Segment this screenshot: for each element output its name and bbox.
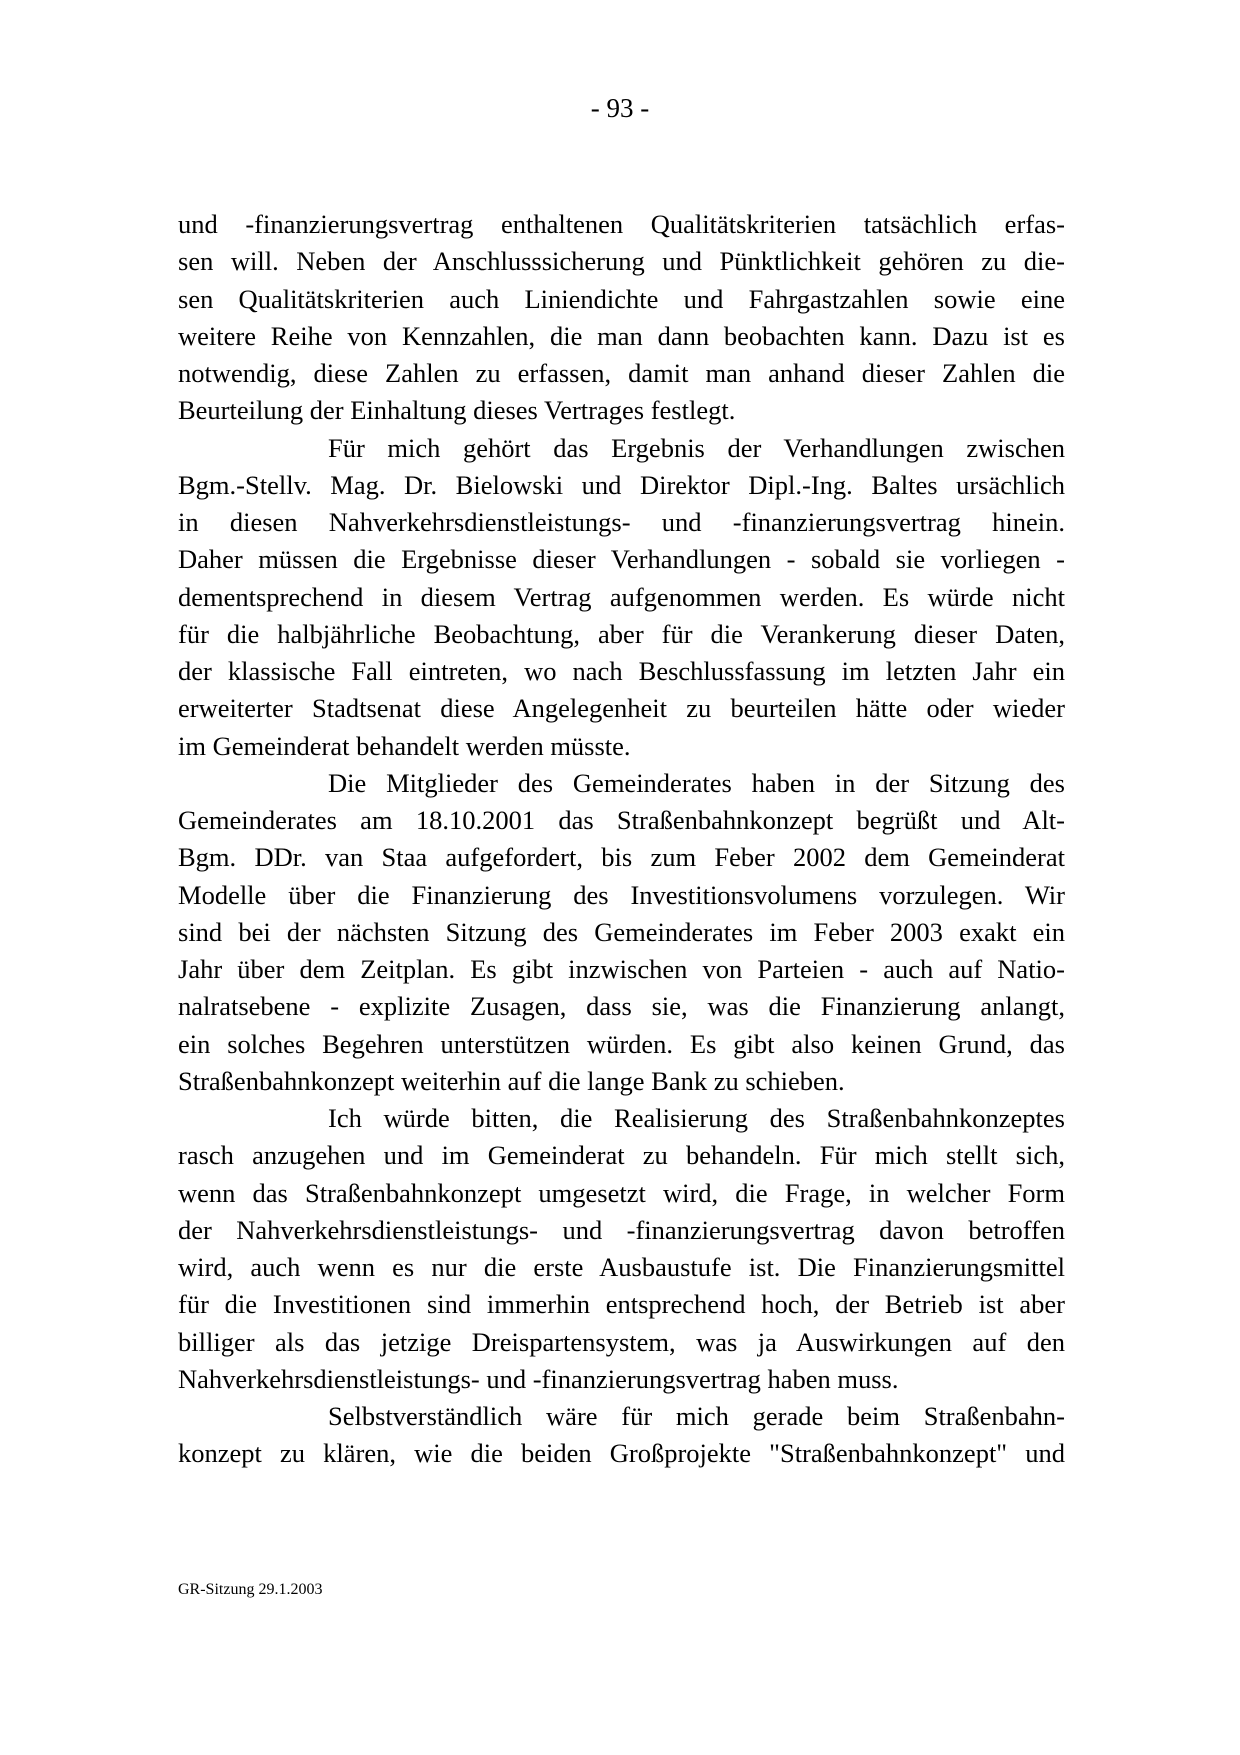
text-line: Modelle über die Finanzierung des Investitionsvolumens vorzulegen. Wir [178, 879, 1065, 910]
text-line: konzept zu klären, wie die beiden Großprojekte "Straßenbahnkonzept" und [178, 1438, 1065, 1469]
text-line: Daher müssen die Ergebnisse dieser Verhandlungen - sobald sie vorliegen - [178, 544, 1065, 575]
text-line: rasch anzugehen und im Gemeinderat zu behandeln. Für mich stellt sich, [178, 1140, 1065, 1171]
text-line: der klassische Fall eintreten, wo nach Beschlussfassung im letzten Jahr ein [178, 656, 1065, 686]
text-line: dementsprechend in diesem Vertrag aufgenommen werden. Es würde nicht [178, 581, 1065, 612]
text-line: wenn das Straßenbahnkonzept umgesetzt wird, die Frage, in welcher Form [178, 1177, 1065, 1208]
text-line: weitere Reihe von Kennzahlen, die man dann beobachten kann. Dazu ist es [178, 320, 1065, 351]
text-line: Beurteilung der Einhaltung dieses Vertrages festlegt. [178, 395, 736, 426]
text-line: sen will. Neben der Anschlusssicherung und Pünktlichkeit gehören zu die- [178, 246, 1065, 277]
text-line: Bgm. DDr. van Staa aufgefordert, bis zum Feber 2002 dem Gemeinderat [178, 842, 1065, 873]
text-line: Bgm.-Stellv. Mag. Dr. Bielowski und Direktor Dipl.-Ing. Baltes ursächlich [178, 469, 1065, 500]
text-line: notwendig, diese Zahlen zu erfassen, damit man anhand dieser Zahlen die [178, 358, 1065, 388]
text-line: Ich würde bitten, die Realisierung des Straßenbahnkonzeptes [328, 1103, 1065, 1133]
text-line: sen Qualitätskriterien auch Liniendichte und Fahrgastzahlen sowie eine [178, 283, 1065, 314]
text-line: billiger als das jetzige Dreispartensystem, was ja Auswirkungen auf den [178, 1326, 1065, 1357]
text-line: Nahverkehrsdienstleistungs- und -finanzierungsvertrag haben muss. [178, 1363, 899, 1394]
text-line: für die halbjährliche Beobachtung, aber für die Verankerung dieser Daten, [178, 618, 1065, 649]
text-line: der Nahverkehrsdienstleistungs- und -finanzierungsvertrag davon betroffen [178, 1214, 1065, 1245]
page-number: - 93 - [590, 93, 650, 123]
text-line: wird, auch wenn es nur die erste Ausbaustufe ist. Die Finanzierungsmittel [178, 1252, 1065, 1282]
text-line: ein solches Begehren unterstützen würden. Es gibt also keinen Grund, das [178, 1028, 1065, 1059]
text-line: Jahr über dem Zeitplan. Es gibt inzwischen von Parteien - auch auf Natio- [178, 954, 1065, 984]
text-line: Straßenbahnkonzept weiterhin auf die lange Bank zu schieben. [178, 1065, 845, 1096]
text-line: und -finanzierungsvertrag enthaltenen Qualitätskriterien tatsächlich erfas- [178, 209, 1065, 239]
text-line: für die Investitionen sind immerhin entsprechend hoch, der Betrieb ist aber [178, 1289, 1065, 1320]
text-line: Gemeinderates am 18.10.2001 das Straßenbahnkonzept begrüßt und Alt- [178, 805, 1065, 835]
text-line: Selbstverständlich wäre für mich gerade beim Straßenbahn- [328, 1401, 1065, 1431]
text-line: sind bei der nächsten Sitzung des Gemeinderates im Feber 2003 exakt ein [178, 916, 1065, 947]
document-body [178, 206, 1065, 1473]
footer-session-date: GR-Sitzung 29.1.2003 [178, 1581, 323, 1598]
text-line: nalratsebene - explizite Zusagen, dass sie, was die Finanzierung anlangt, [178, 991, 1065, 1022]
text-line: erweiterter Stadtsenat diese Angelegenheit zu beurteilen hätte oder wieder [178, 693, 1065, 724]
text-line: Für mich gehört das Ergebnis der Verhandlungen zwischen [328, 432, 1065, 463]
text-line: im Gemeinderat behandelt werden müsste. [178, 730, 631, 761]
text-line: in diesen Nahverkehrsdienstleistungs- und -finanzierungsvertrag hinein. [178, 507, 1065, 537]
text-line: Die Mitglieder des Gemeinderates haben in der Sitzung des [328, 767, 1065, 798]
